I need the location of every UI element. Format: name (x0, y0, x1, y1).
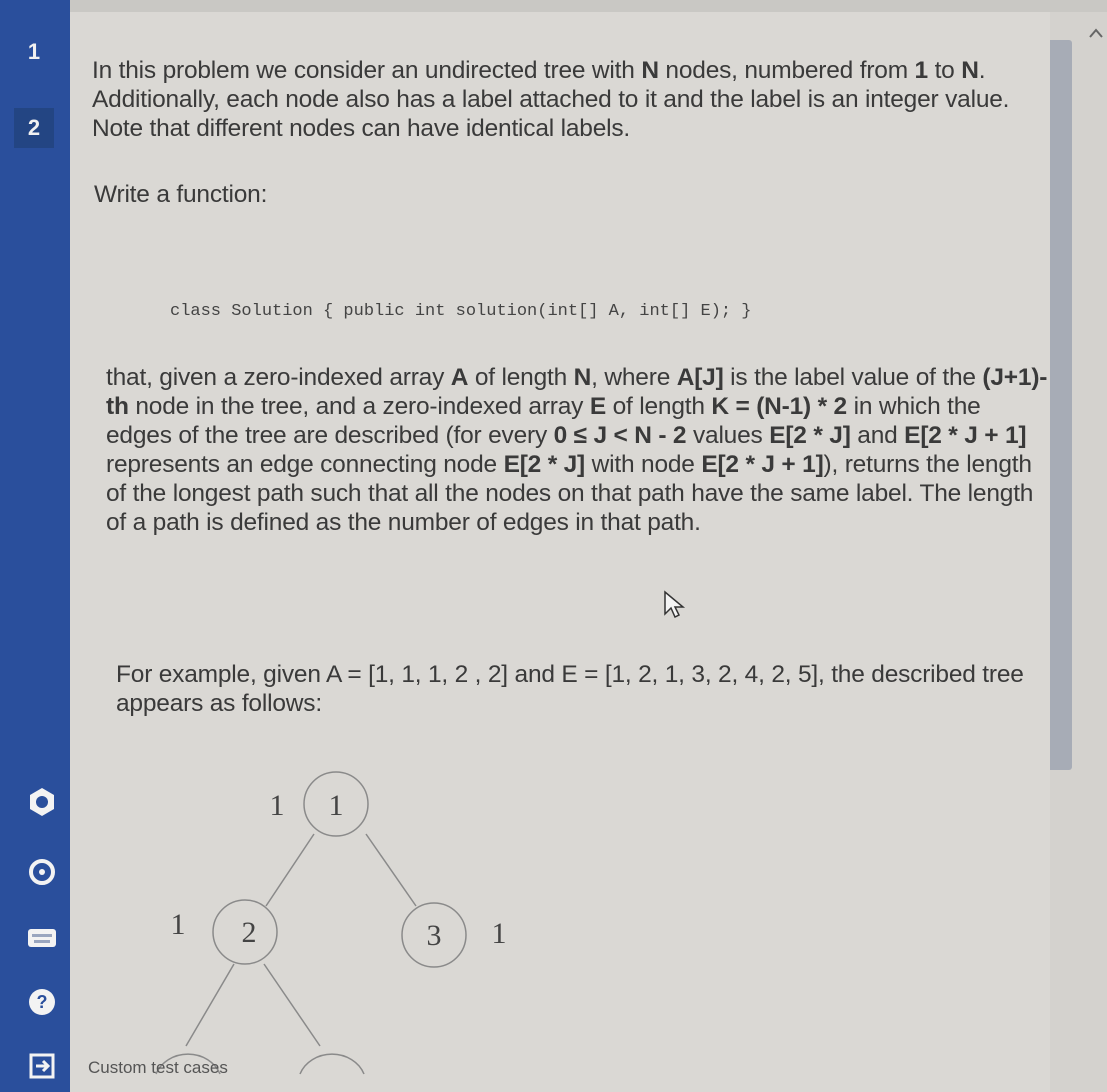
tree-node-3-label: 1 (491, 917, 507, 950)
tree-node-1-label: 1 (269, 789, 285, 822)
task-tab-2[interactable]: 2 (14, 108, 54, 148)
tree-node-1-id: 1 (328, 789, 344, 822)
problem-panel (70, 12, 1050, 1092)
keyboard-icon[interactable] (22, 918, 62, 958)
palette-icon[interactable] (22, 852, 62, 892)
scroll-up-icon[interactable] (1087, 26, 1105, 45)
code-signature: class Solution { public int solution(int[] A, int[] E); } (170, 302, 752, 321)
task-tab-1[interactable]: 1 (27, 39, 41, 64)
problem-intro: In this problem we consider an undirected tree with N nodes, numbered from 1 to N. Additionally, each node also has a label attached to it and the label is an integer value. Note that different nodes can have identical labels. (92, 57, 1010, 142)
exit-icon[interactable] (22, 1046, 62, 1086)
tree-node-3-id: 3 (426, 919, 442, 952)
tree-edge-1-3 (366, 834, 416, 906)
example-text: For example, given A = [1, 1, 1, 2 , 2] and E = [1, 2, 1, 3, 2, 4, 2, 5], the described tree appears as follows: (116, 661, 1024, 717)
tree-diagram (70, 752, 1050, 1092)
tree-edge-2-5 (264, 964, 320, 1046)
settings-icon[interactable] (22, 782, 62, 822)
svg-text:?: ? (36, 992, 48, 1012)
tree-node-2-label: 1 (170, 908, 186, 941)
custom-test-cases-link[interactable]: Custom test cases (88, 1058, 228, 1077)
tree-node-2-id: 2 (241, 916, 257, 949)
tree-edge-1-2 (266, 834, 314, 906)
mouse-cursor-icon (662, 590, 686, 625)
tree-node-5-partial (300, 1054, 364, 1074)
sidebar (0, 0, 70, 1092)
write-function-label: Write a function: (94, 181, 268, 208)
help-icon[interactable] (22, 982, 62, 1022)
tree-edge-2-4 (186, 964, 234, 1046)
problem-description: that, given a zero-indexed array A of length N, where A[J] is the label value of the (J+1)-th node in the tree, and a zero-indexed array E of length K = (N-1) * 2 in which the edges of the tree are described (for every 0 ≤ J < N - 2 values E[2 * J] and E[2 * J + 1] represents an edge connecting node E[2 * J] with node E[2 * J + 1]), returns the length of the longest path such that all the nodes on that path have the same label. The length of a path is defined as the number of edges in that path. (106, 364, 1048, 536)
